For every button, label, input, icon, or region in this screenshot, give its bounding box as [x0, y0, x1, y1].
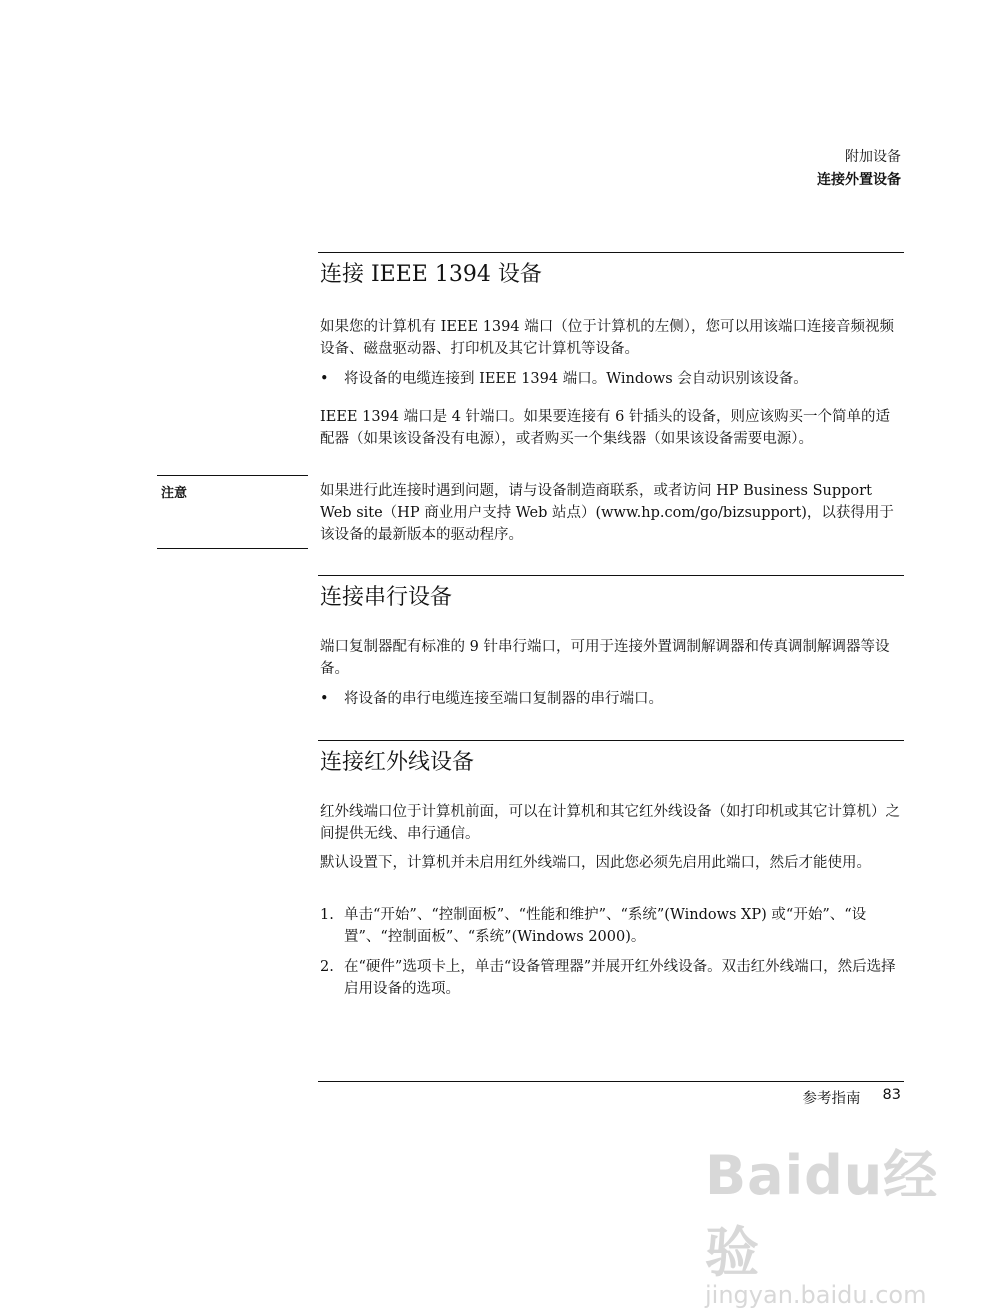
book-title: 参考指南 [802, 1091, 861, 1107]
note-label: 注意 [161, 486, 188, 501]
bullet-item [320, 368, 904, 390]
bullet-icon: • [320, 371, 329, 387]
section-rule [318, 575, 904, 576]
page-number: 83 [882, 1087, 901, 1103]
heading-serial: 连接串行设备 [320, 585, 453, 610]
step-text: 在“硬件”选项卡上，单击“设备管理器”并展开红外线设备。双击红外线端口，然后选择启用设备的选项。 [344, 959, 896, 997]
section-title: 连接外置设备 [817, 172, 901, 188]
step-number: 1. [320, 907, 334, 923]
watermark [705, 1133, 989, 1309]
step-number: 2. [320, 959, 334, 975]
paragraph: IEEE 1394 端口是 4 针端口。如果要连接有 6 针插头的设备，则应该购买一个简单的适配器（如果该设备没有电源），或者购买一个集线器（如果该设备需要电源）。 [320, 409, 890, 447]
note-rule-bottom [157, 548, 308, 549]
step-item [320, 956, 904, 1000]
paragraph: 默认设置下，计算机并未启用红外线端口，因此您必须先启用此端口，然后才能使用。 [320, 855, 871, 871]
bullet-text: 将设备的串行电缆连接至端口复制器的串行端口。 [344, 691, 663, 707]
footer-rule [318, 1081, 904, 1082]
paragraph: 端口复制器配有标准的 9 针串行端口，可用于连接外置调制解调器和传真调制解调器等设备。 [320, 639, 890, 677]
bullet-icon: • [320, 691, 329, 707]
step-item [320, 904, 904, 948]
section-rule [318, 252, 904, 253]
step-text: 单击“开始”、“控制面板”、“性能和维护”、“系统”(Windows XP) 或“开始”、“设置”、“控制面板”、“系统”(Windows 2000)。 [344, 907, 867, 945]
bullet-text: 将设备的电缆连接到 IEEE 1394 端口。Windows 会自动识别该设备。 [344, 371, 808, 387]
note-text: 如果进行此连接时遇到问题，请与设备制造商联系，或者访问 HP Business Support Web site（HP 商业用户支持 Web 站点）(www.hp.com/go/bizsupport)，以获得用于该设备的最新版本的驱动程序。 [320, 483, 894, 543]
watermark-logo: Baidu经验 [705, 1144, 939, 1284]
note-rule-top [157, 475, 308, 476]
page-footer [803, 1087, 901, 1108]
heading-ieee1394: 连接 IEEE 1394 设备 [320, 262, 542, 287]
paragraph: 红外线端口位于计算机前面，可以在计算机和其它红外线设备（如打印机或其它计算机）之间提供无线、串行通信。 [320, 804, 900, 842]
watermark-url: jingyan.baidu.com [705, 1281, 927, 1309]
chapter-title: 附加设备 [845, 149, 901, 165]
heading-infrared: 连接红外线设备 [320, 750, 475, 775]
paragraph: 如果您的计算机有 IEEE 1394 端口（位于计算机的左侧），您可以用该端口连接音频视频设备、磁盘驱动器、打印机及其它计算机等设备。 [320, 319, 894, 357]
section-rule [318, 740, 904, 741]
bullet-item [320, 688, 904, 710]
